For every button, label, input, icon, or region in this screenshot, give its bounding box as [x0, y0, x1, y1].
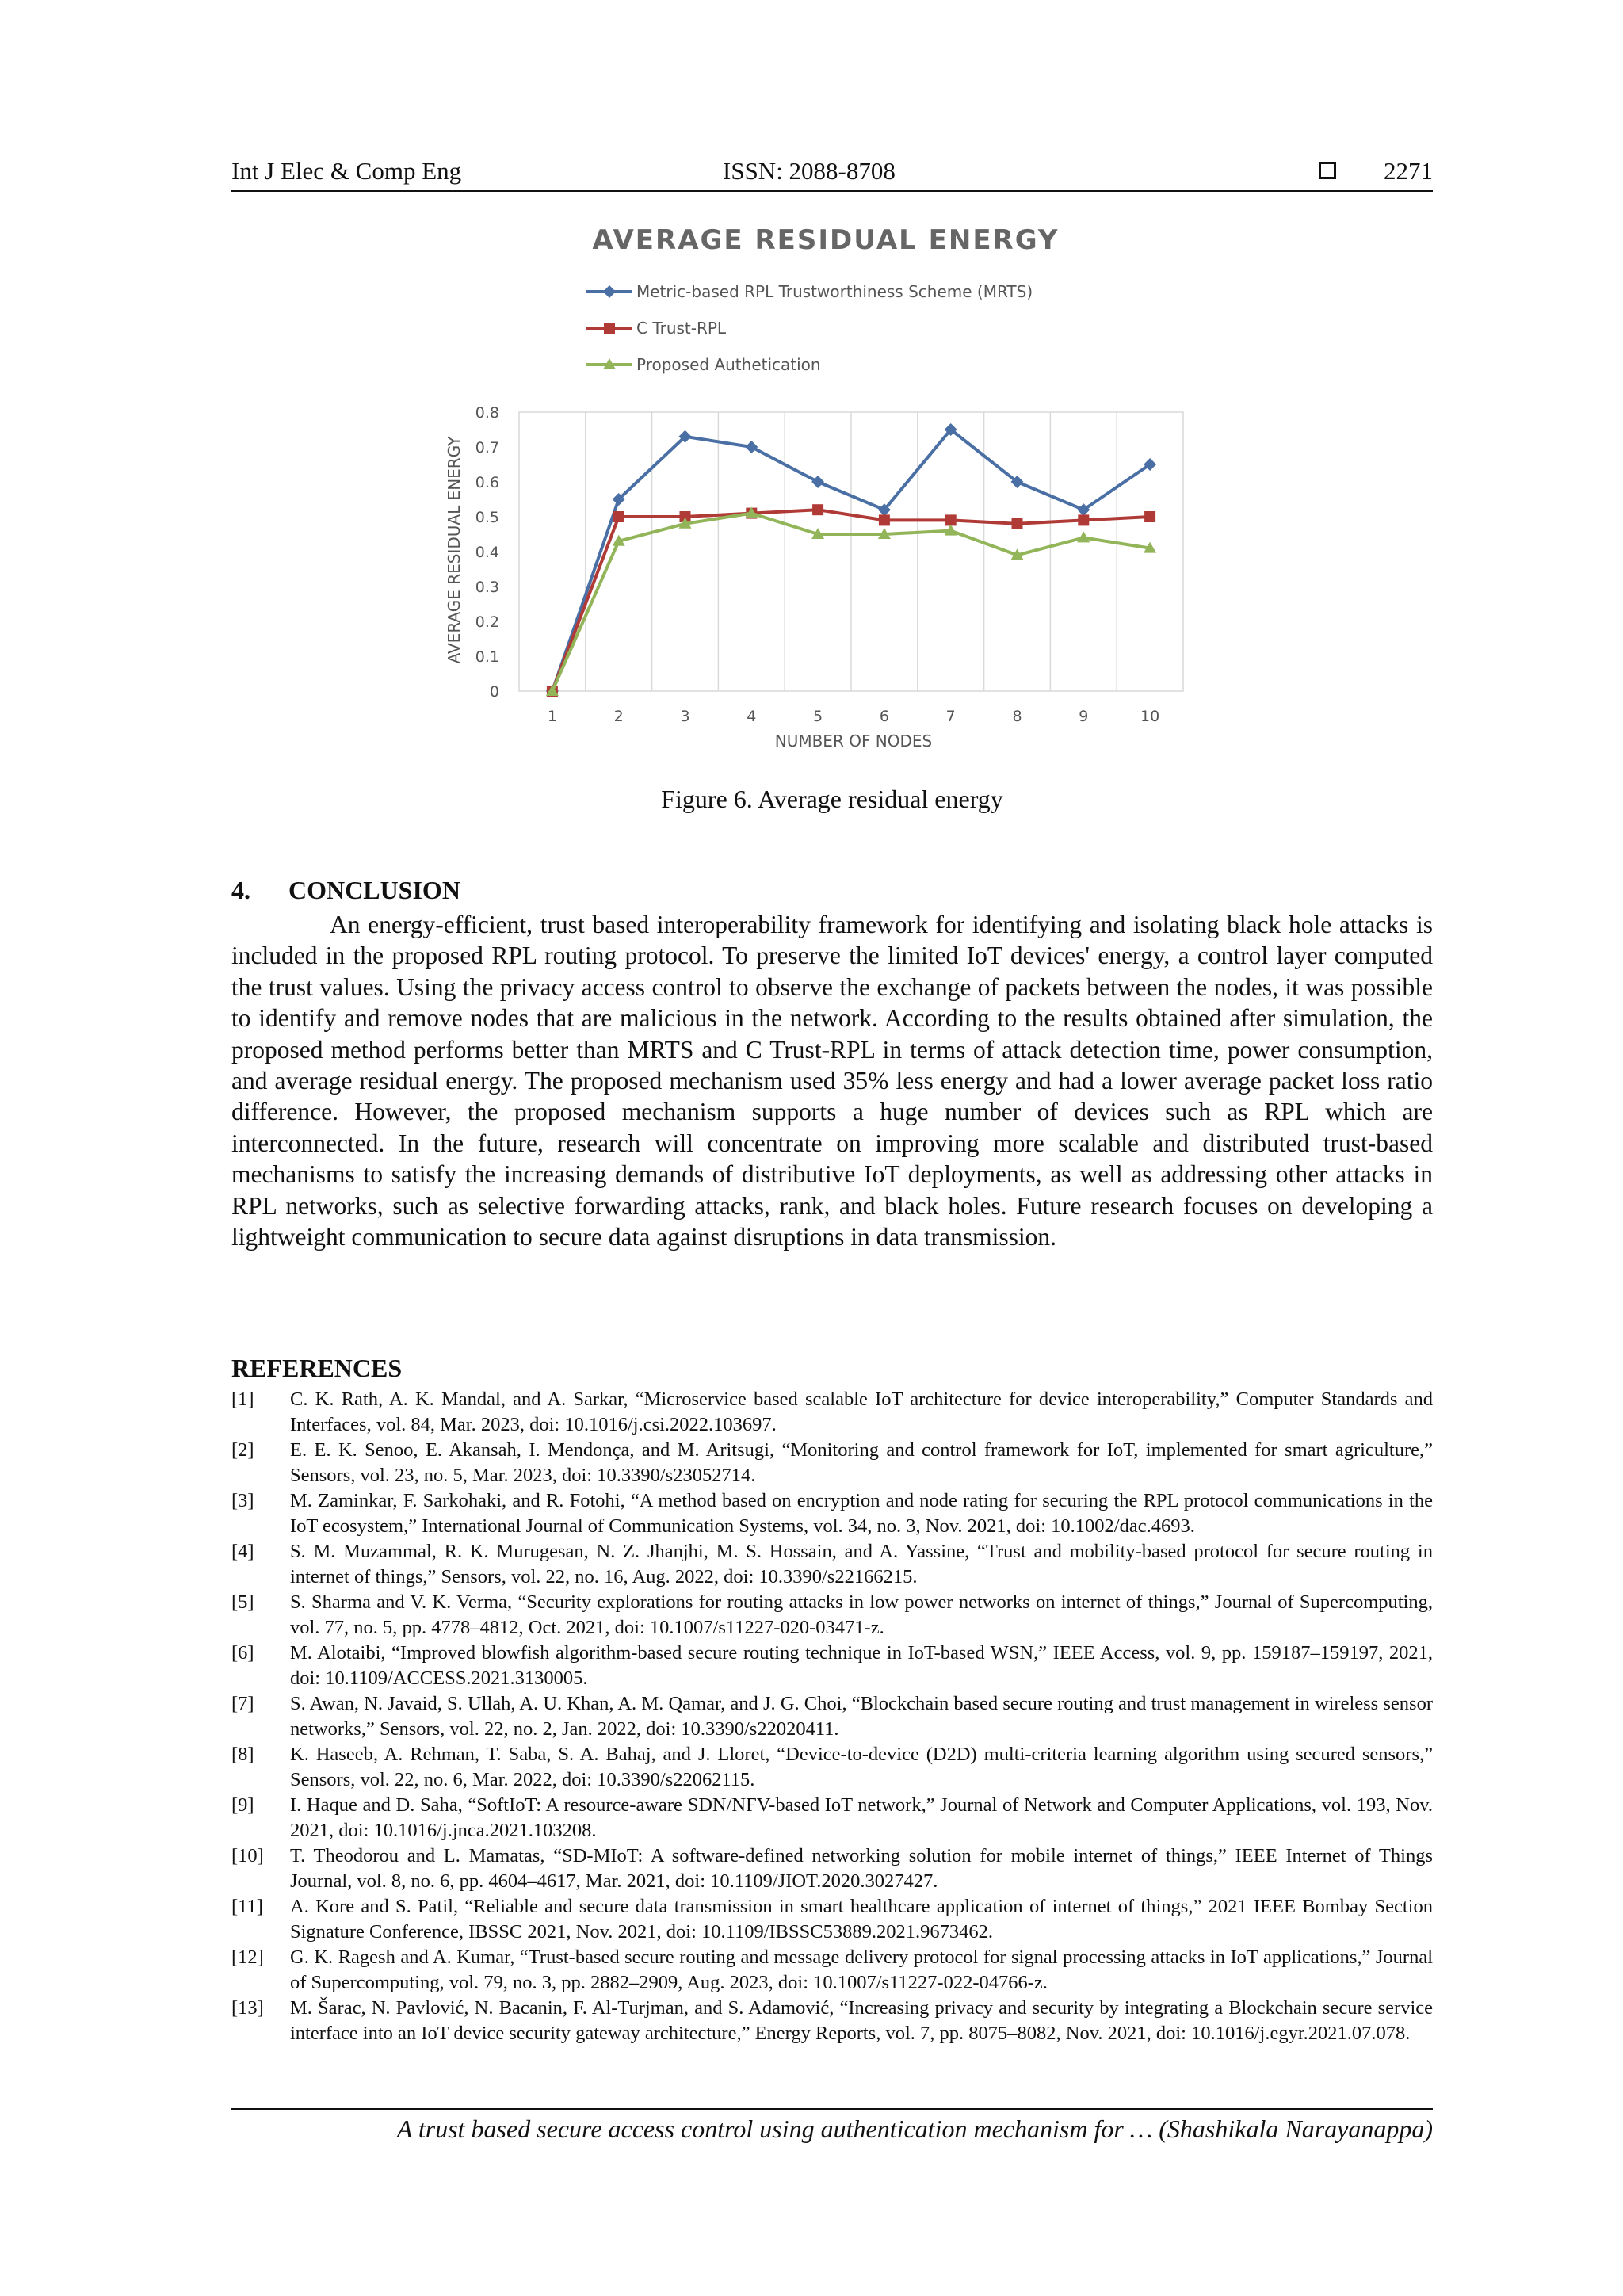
reference-item — [231, 1843, 1433, 1893]
footer-divider — [231, 2108, 1433, 2110]
reference-text: T. Theodorou and L. Mamatas, “SD-MIoT: A software-defined networking solution for mobile internet of things,” IEEE Internet of Things Journal, vol. 8, no. 6, pp. 4604–4617, Mar. 2021, doi: 10.1109/JIOT.2020.3027427. — [290, 1845, 1433, 1892]
reference-text: E. E. K. Senoo, E. Akansah, I. Mendonça, and M. Aritsugi, “Monitoring and control framework for IoT, implemented for smart agriculture,” Sensors, vol. 23, no. 5, Mar. 2023, doi: 10.3390/s23052714. — [290, 1439, 1433, 1486]
reference-number: [7] — [231, 1693, 254, 1714]
x-tick-label: 1 — [547, 708, 557, 725]
reference-text: S. M. Muzammal, R. K. Murugesan, N. Z. Jhanjhi, M. S. Hossain, and A. Yassine, “Trust and mobility-based protocol for secure routing in internet of things,” Sensors, vol. 22, no. 16, Aug. 2022, doi: 10.3390/s22166215. — [290, 1541, 1433, 1587]
chart-title: AVERAGE RESIDUAL ENERGY — [592, 224, 1060, 256]
y-tick-label: 0.5 — [475, 509, 499, 526]
reference-number: [4] — [231, 1541, 254, 1562]
conclusion-paragraph: An energy-efficient, trust based interoperability framework for identifying and isolating black hole attacks is included in the proposed RPL routing protocol. To preserve the limited IoT devices' energy, a control layer computed the trust values. Using the privacy access control to observe the exchange of packets between the nodes, it was possible to identify and remove nodes that are malicious in the network. According to the results obtained after simulation, the proposed method performs better than MRTS and C Trust-RPL in terms of attack detection time, power consumption, and average residual energy. The proposed mechanism used 35% less energy and had a lower average packet loss ratio difference. However, the proposed mechanism supports a huge number of devices such as RPL which are interconnected. In the future, research will concentrate on improving more scalable and distributed trust-based mechanisms to satisfy the increasing demands of distributive IoT deployments, as well as addressing other attacks in RPL networks, such as selective forwarding attacks, rank, and black holes. Future research focuses on developing a lightweight communication to secure data against disruptions in data transmission. — [231, 911, 1433, 1251]
reference-item — [231, 1793, 1433, 1843]
reference-number: [12] — [231, 1946, 264, 1968]
reference-text: A. Kore and S. Patil, “Reliable and secure data transmission in smart healthcare application of internet of things,” 2021 IEEE Bombay Section Signature Conference, IBSSC 2021, Nov. 2021, doi: 10.1109/IBSSC53889.2021.9673462. — [290, 1896, 1433, 1943]
y-tick-label: 0.4 — [475, 544, 499, 561]
conclusion-heading — [231, 876, 460, 905]
x-tick-label: 7 — [945, 708, 956, 725]
y-tick-label: 0.3 — [475, 579, 499, 596]
chart-grid — [519, 412, 1183, 691]
reference-text: I. Haque and D. Saha, “SoftIoT: A resource-aware SDN/NFV-based IoT network,” Journal of Network and Computer Applications, vol. 193, Nov. 2021, doi: 10.1016/j.jnca.2021.103208. — [290, 1794, 1433, 1841]
references-heading: REFERENCES — [231, 1354, 403, 1382]
x-axis-ticks — [548, 708, 1159, 725]
x-tick-label: 5 — [813, 708, 823, 725]
y-tick-label: 0.6 — [475, 474, 499, 491]
legend-label: Metric-based RPL Trustworthiness Scheme (MRTS) — [636, 282, 1033, 301]
data-point — [1078, 514, 1089, 525]
reference-item — [231, 1894, 1433, 1944]
x-tick-label: 8 — [1012, 708, 1022, 725]
page-number: 2271 — [1384, 157, 1433, 185]
reference-text: S. Awan, N. Javaid, S. Ullah, A. U. Khan, A. M. Qamar, and J. G. Choi, “Blockchain based secure routing and trust management in wireless sensor networks,” Sensors, vol. 22, no. 2, Jan. 2022, doi: 10.3390/s22020411. — [290, 1693, 1433, 1740]
legend-item — [586, 355, 821, 374]
data-point — [613, 511, 624, 522]
residual-energy-chart — [444, 208, 1205, 762]
legend-marker — [604, 323, 615, 334]
data-point — [1144, 511, 1155, 522]
legend-label: C Trust-RPL — [636, 319, 727, 338]
reference-text: G. K. Ragesh and A. Kumar, “Trust-based secure routing and message delivery protocol for signal processing attacks in IoT applications,” Journal of Supercomputing, vol. 79, no. 3, pp. 2882–2909, Aug. 2023, doi: 10.1007/s11227-022-04766-z. — [290, 1946, 1433, 1993]
reference-text: K. Haseeb, A. Rehman, T. Saba, S. A. Bahaj, and J. Lloret, “Device-to-device (D2D) multi-criteria learning algorithm using secured sensors,” Sensors, vol. 22, no. 6, Mar. 2022, doi: 10.3390/s22062115. — [290, 1744, 1433, 1790]
reference-number: [2] — [231, 1439, 254, 1461]
reference-item — [231, 1488, 1433, 1538]
x-tick-label: 9 — [1079, 708, 1089, 725]
reference-item — [231, 1539, 1433, 1589]
x-tick-label: 2 — [613, 708, 624, 725]
reference-number: [6] — [231, 1642, 254, 1664]
journal-name: Int J Elec & Comp Eng — [231, 157, 462, 185]
reference-number: [5] — [231, 1591, 254, 1613]
y-axis-ticks — [475, 404, 499, 701]
x-tick-label: 4 — [747, 708, 757, 725]
reference-number: [8] — [231, 1744, 254, 1765]
y-tick-label: 0 — [489, 683, 499, 701]
y-tick-label: 0.1 — [475, 648, 499, 666]
reference-item — [231, 1438, 1433, 1488]
y-tick-label: 0.8 — [475, 404, 499, 422]
x-tick-label: 6 — [879, 708, 889, 725]
reference-text: M. Alotaibi, “Improved blowfish algorithm-based secure routing technique in IoT-based WSN,” IEEE Access, vol. 9, pp. 159187–159197, 2021, doi: 10.1109/ACCESS.2021.3130005. — [290, 1642, 1433, 1689]
reference-number: [13] — [231, 1997, 264, 2019]
reference-number: [9] — [231, 1794, 254, 1816]
square-icon — [1319, 162, 1336, 179]
reference-item — [231, 1742, 1433, 1792]
chart-legend — [586, 282, 1033, 374]
data-point — [945, 514, 957, 525]
reference-item — [231, 1590, 1433, 1640]
reference-text: M. Zaminkar, F. Sarkohaki, and R. Fotohi, “A method based on encryption and node rating for securing the RPL protocol communications in the IoT ecosystem,” International Journal of Communication Systems, vol. 34, no. 3, Nov. 2021, doi: 10.1002/dac.4693. — [290, 1490, 1433, 1537]
reference-number: [3] — [231, 1490, 254, 1511]
y-axis-label: AVERAGE RESIDUAL ENERGY — [445, 436, 464, 664]
x-axis-label: NUMBER OF NODES — [774, 732, 933, 751]
reference-number: [1] — [231, 1389, 254, 1410]
data-point — [812, 504, 823, 515]
reference-number: [11] — [231, 1896, 263, 1917]
section-title: CONCLUSION — [288, 876, 460, 904]
page-header — [231, 155, 1433, 192]
reference-item — [231, 1691, 1433, 1741]
y-tick-label: 0.2 — [475, 613, 499, 631]
data-point — [812, 476, 824, 488]
reference-number: [10] — [231, 1845, 264, 1866]
figure-caption: Figure 6. Average residual energy — [661, 785, 1003, 813]
reference-text: S. Sharma and V. K. Verma, “Security explorations for routing attacks in low power networks on internet of things,” Journal of Supercomputing, vol. 77, no. 5, pp. 4778–4812, Oct. 2021, doi: 10.1007/s11227-020-03471-z. — [290, 1591, 1433, 1638]
data-point — [745, 441, 758, 453]
reference-text: C. K. Rath, A. K. Mandal, and A. Sarkar, “Microservice based scalable IoT architecture for device interoperability,” Computer Standards and Interfaces, vol. 84, Mar. 2023, doi: 10.1016/j.csi.2022.103697. — [290, 1389, 1433, 1435]
reference-list — [231, 1387, 1433, 2046]
y-tick-label: 0.7 — [475, 439, 499, 457]
legend-item — [586, 319, 727, 338]
reference-item — [231, 1945, 1433, 1995]
reference-item — [231, 1996, 1433, 2046]
reference-item — [231, 1641, 1433, 1690]
page-footer: A trust based secure access control using authentication mechanism for … (Shashikala Narayanappa) — [396, 2115, 1433, 2143]
legend-label: Proposed Authetication — [636, 355, 821, 374]
legend-item — [586, 282, 1033, 301]
legend-marker — [603, 285, 616, 298]
x-tick-label: 3 — [680, 708, 690, 725]
section-number: 4. — [231, 876, 250, 904]
data-point — [879, 514, 890, 525]
issn: ISSN: 2088-8708 — [723, 157, 896, 185]
reference-text: M. Šarac, N. Pavlović, N. Bacanin, F. Al-Turjman, and S. Adamović, “Increasing privacy and security by integrating a Blockchain secure service interface into an IoT device security gateway architecture,” Energy Reports, vol. 7, pp. 8075–8082, Nov. 2021, doi: 10.1016/j.egyr.2021.07.078. — [290, 1997, 1433, 2044]
data-point — [1012, 518, 1023, 529]
reference-item — [231, 1387, 1433, 1437]
x-tick-label: 10 — [1140, 708, 1160, 725]
